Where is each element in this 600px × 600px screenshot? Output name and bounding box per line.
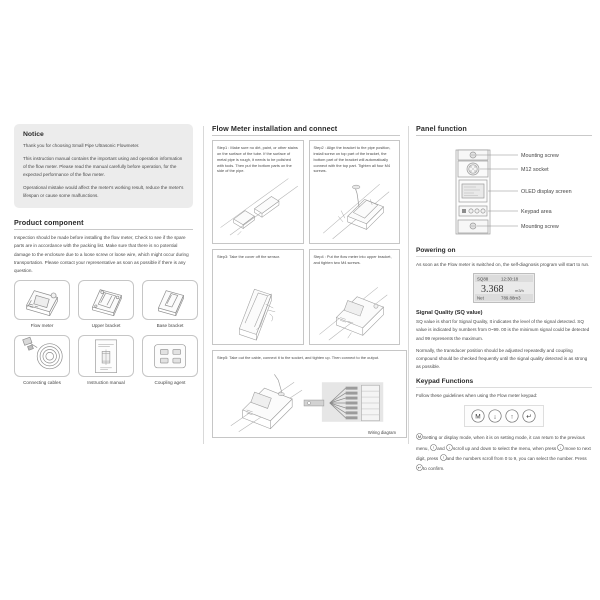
panel-diagram <box>418 144 590 240</box>
step-1-text: Step1 : Make sure no dirt, paint, or other stains on the surface of the tube. If the surface of metal pipe is rough, it needs to be polished with tools. Then put the bottom parts on the side of the pipe. <box>217 145 298 174</box>
component-image-frame <box>78 280 134 320</box>
component-label: Upper bracket <box>91 323 121 329</box>
keypad-desc-part-4: move to next digit, press <box>416 445 591 461</box>
keypad-buttons-illustration <box>464 405 544 427</box>
installation-title: Flow Meter installation and connect <box>212 124 338 133</box>
column-middle <box>203 118 408 448</box>
component-instruction-manual <box>78 335 134 385</box>
inline-key-m-icon <box>416 433 423 443</box>
callout-label-mounting-screw-top: Mounting screw <box>521 153 559 159</box>
svg-text:M: M <box>417 435 422 440</box>
component-label: Instruction manual <box>87 380 125 386</box>
signal-quality-paragraph-2: Normally, the transducer position should be adjusted repeatedly and coupling compound should be checked frequently until the signal quality detected is as strong as possible. <box>416 347 588 370</box>
step-5-text: Step5: Take out the cable, connect it to the socket, and tighten up. Then connect to the output. <box>217 355 380 360</box>
oled-unit: m3/h <box>515 288 524 294</box>
svg-text:↑: ↑ <box>432 444 435 450</box>
product-component-row-2 <box>14 335 193 385</box>
inline-key-up-icon-b <box>440 454 447 464</box>
bracket-screws-icon <box>310 167 400 241</box>
keypad-desc-part-6: to confirm. <box>423 465 445 471</box>
signal-quality-paragraph-1: SQ value is short for Signal Quality, It indicates the level of the signal detected. SQ value is indicated by numbers from 0~99. 00 is the minimum signal could be detected and 99 represents the maximum. <box>416 319 590 341</box>
component-base-bracket <box>142 280 198 328</box>
inline-key-enter-icon <box>416 464 423 474</box>
oled-screen-icon <box>473 273 535 303</box>
panel-function-rule <box>416 135 592 136</box>
key-label-m: M <box>475 413 481 421</box>
key-label-up: ↑ <box>510 413 514 421</box>
keypad-desc-part-2: and <box>437 445 445 451</box>
step-box-4 <box>309 249 401 345</box>
step-box-1 <box>212 140 304 244</box>
keypad-functions-intro: Follow these guidelines when using the Flow meter keypad: <box>416 393 538 399</box>
component-connecting-cables <box>14 335 70 385</box>
callout-label-oled-display: OLED display screen <box>521 189 572 195</box>
pipe-and-bracket-icon <box>213 167 303 241</box>
step-3-text: Step3: Take the cover off the sensor. <box>217 254 281 259</box>
column-divider-2 <box>408 126 409 444</box>
meter-into-bracket-icon <box>310 276 400 342</box>
svg-text:↑: ↑ <box>441 454 445 460</box>
notice-box <box>14 124 193 208</box>
step-box-2 <box>309 140 401 244</box>
keypad-functions-description <box>416 433 592 474</box>
keypad-desc-part-5: and the numbers scroll from 0 to 9, you can select the number. Press <box>446 455 587 461</box>
step-2-illustration <box>310 167 400 241</box>
notice-paragraph-2: This instruction manual contains the important using and operation information of the flow meter. Please read the manual carefully before operation, for the expected performance of the flow meter. <box>23 156 183 178</box>
product-component-row-1 <box>14 280 193 328</box>
step-box-3 <box>212 249 304 345</box>
cable-connection-wiring-icon <box>213 371 406 435</box>
component-flow-meter <box>14 280 70 328</box>
notice-paragraph-3: Operational mistake would affect the meter's working result, reduce the meter's lifespan or cause some malfunctions. <box>23 185 184 199</box>
key-label-down: ↓ <box>493 413 497 421</box>
component-image-frame <box>142 280 198 320</box>
component-label: Flow meter <box>30 323 54 329</box>
step-box-5 <box>212 350 407 438</box>
component-label: Connecting cables <box>23 380 61 386</box>
callout-label-m12-socket: M12 socket <box>521 167 549 173</box>
keypad-functions-rule <box>416 387 592 388</box>
powering-on-body: As soon as the Flow meter is switched on, the self-diagnosis program will start to run. <box>416 262 590 267</box>
oled-time: 12:30:18 <box>501 276 519 282</box>
keypad-icon <box>464 405 544 427</box>
svg-text:↓: ↓ <box>448 444 451 450</box>
step-3-illustration <box>213 276 303 342</box>
oled-value: 3.368 <box>481 284 504 296</box>
keypad-functions-title: Keypad Functions <box>416 378 474 386</box>
column-right <box>408 118 600 471</box>
cable-coil-icon <box>15 336 69 377</box>
powering-on-rule <box>416 256 592 257</box>
component-label: Base bracket <box>156 323 184 329</box>
component-label: Coupling agent <box>154 380 186 386</box>
device-front-panel-icon <box>418 144 590 240</box>
manual-booklet-icon <box>79 336 133 377</box>
oled-net-label: Net <box>477 295 484 301</box>
installation-rule <box>212 135 400 136</box>
three-column-layout <box>0 118 600 471</box>
oled-net-value: 789.88m3 <box>501 295 521 301</box>
component-image-frame <box>14 280 70 320</box>
step-5-illustration <box>213 371 406 435</box>
panel-function-title: Panel function <box>416 124 467 133</box>
wiring-diagram-caption: Wiring diagram <box>367 430 396 435</box>
inline-key-up-icon-a <box>430 444 437 454</box>
step-2-text: Step2 : Align the bracket to the pipe position, install screw on top part of the bracket, the bottom part of the bracket will automatically connect with the top part. Tighten all four M4 screws. <box>313 145 391 174</box>
step-4-illustration <box>310 276 400 342</box>
component-image-frame <box>14 335 70 377</box>
notice-title: Notice <box>23 131 44 138</box>
inline-key-down-icon-a <box>446 444 453 454</box>
coupling-agent-icon <box>143 336 197 377</box>
keypad-desc-part-1: Setting or display mode, when it is on setting mode, it can return to the previous menu, <box>416 435 585 451</box>
signal-quality-title: Signal Quality (SQ value) <box>416 310 483 317</box>
callout-label-keypad-area: Keypad area <box>521 209 552 215</box>
keypad-desc-part-3: scroll up and down to select the menu, when press <box>453 445 557 451</box>
powering-on-title: Powering on <box>416 247 456 254</box>
key-label-enter: ↵ <box>526 413 532 421</box>
svg-text:↓: ↓ <box>559 444 563 450</box>
step-1-illustration <box>213 167 303 241</box>
base-bracket-icon <box>143 281 197 320</box>
svg-text:↵: ↵ <box>417 465 422 471</box>
installation-steps-row-1 <box>212 140 400 244</box>
callout-label-mounting-screw-bottom: Mounting screw <box>521 224 559 230</box>
column-divider-1 <box>203 126 204 444</box>
component-upper-bracket <box>78 280 134 328</box>
component-coupling-agent <box>142 335 198 385</box>
notice-paragraph-1: Thank you for choosing Small Pipe Ultrasonic Flowmeter. <box>23 143 140 148</box>
upper-bracket-icon <box>79 281 133 320</box>
flow-meter-icon <box>15 281 69 320</box>
sensor-cover-removal-icon <box>213 276 303 342</box>
step-4-text: Step4 : Put the flow meter into upper bracket, and tighten two M4 screws. <box>313 254 392 265</box>
installation-steps-row-2 <box>212 249 400 345</box>
oled-sq-label: SQ88 <box>477 276 489 282</box>
oled-display-screenshot <box>473 273 535 303</box>
product-component-rule <box>14 229 193 230</box>
column-left <box>0 118 203 448</box>
product-component-title: Product component <box>14 218 84 228</box>
component-image-frame <box>78 335 134 377</box>
component-image-frame <box>142 335 198 377</box>
product-component-body: Inspection should be made before installing the flow meter, Check to see if the spare parts are in accordance with the packing list. Make sure that there is no potential damage to the enclosure due to a loose screw or loose wire, which might occur during transportation. Please contact your representative as soon as possible if there is any question. <box>14 235 189 273</box>
